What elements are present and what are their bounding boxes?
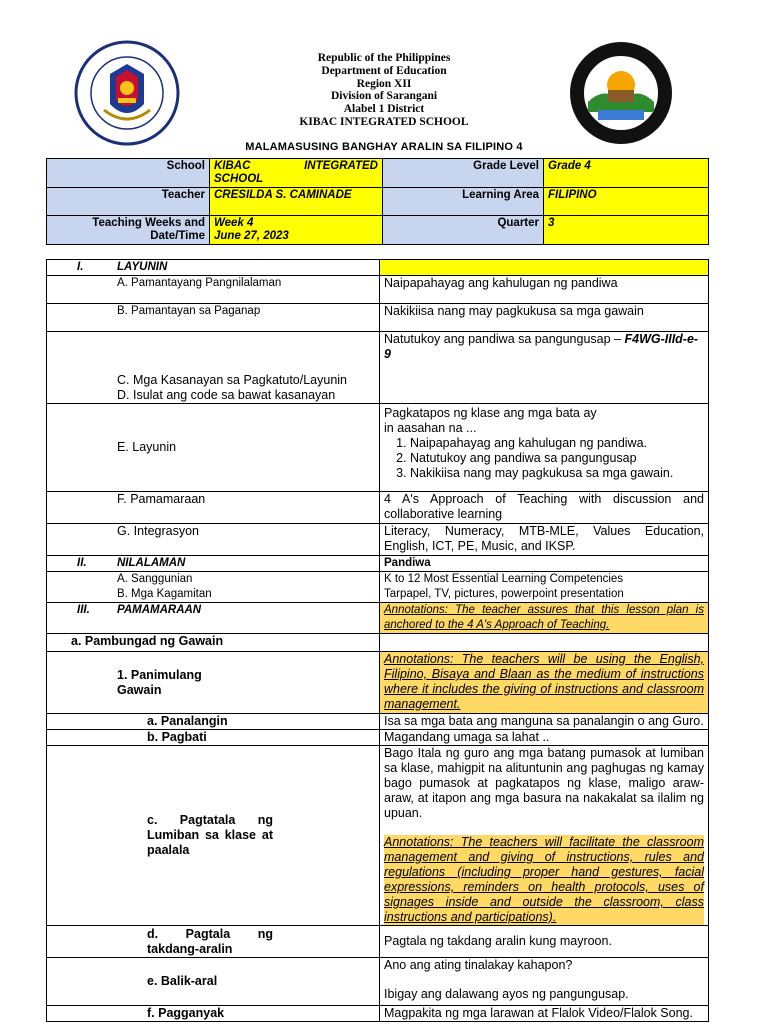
- objective-item: 2. Natutukoy ang pandiwa sa pangungusap: [410, 451, 704, 466]
- panalangin-value: Isa sa mga bata ang manguna sa panalangin o ang Guro.: [380, 714, 709, 730]
- teaching-weeks-label: Teaching Weeks and Date/Time: [47, 216, 210, 245]
- takdang-aralin-label: [47, 926, 380, 958]
- teacher-label: Teacher: [47, 188, 210, 216]
- pambungad-label: a. Pambungad ng Gawain: [47, 634, 380, 652]
- objective-item: 1. Naipapahayag ang kahulugan ng pandiwa.: [410, 436, 704, 451]
- balik-aral-label: e. Balik-aral: [47, 958, 380, 1006]
- layunin-a-label: A. Pamantayang Pangnilalaman: [47, 276, 380, 304]
- nilalaman-values: [380, 572, 709, 603]
- pagbati-label: b. Pagbati: [47, 730, 380, 746]
- section-number: I.: [77, 261, 84, 273]
- layunin-f-value: 4 A's Approach of Teaching with discussion and collaborative learning: [380, 492, 709, 524]
- layunin-b-value: Nakikiisa nang may pagkukusa sa mga gawain: [380, 304, 709, 332]
- letterhead-line: Alabel 1 District: [343, 103, 425, 116]
- layunin-c-label: C. Mga Kasanayan sa Pagkatuto/Layunin: [117, 373, 348, 387]
- grade-level-label: Grade Level: [383, 159, 544, 188]
- section-heading-layunin: [47, 260, 380, 276]
- layunin-d-label: D. Isulat ang code sa bawat kasanayan: [117, 388, 336, 402]
- panimulang-gawain-text: 1. Panimulang Gawain: [117, 667, 202, 697]
- layunin-f-label: F. Pamamaraan: [47, 492, 380, 524]
- pagganyak-value: Magpakita ng mga larawan at Flalok Video/Flalok Song.: [380, 1006, 709, 1022]
- panimulang-gawain-annotation: Annotations: The teachers will be using the English, Filipino, Bisaya and Blaan as the medium of instructions where it includes the giving of instructions and classroom management.: [380, 652, 709, 714]
- sanggunian-value: K to 12 Most Essential Learning Competencies: [384, 573, 624, 585]
- pagtatala-text-body: Bago Itala ng guro ang mga batang pumasok at lumiban sa klase, mahigpit na alituntunin ang paghugas ng kamay bago pumasok at pagkatapos ng klase, maligo araw-araw, at itapon ang mga basura na nakakalat sa ilalim ng upuan.: [384, 746, 704, 820]
- pagtatala-label: [47, 746, 380, 926]
- section-heading-pamamaraan: [47, 603, 380, 634]
- grade-level-value: Grade 4: [544, 159, 709, 188]
- kagamitan-value: Tarpapel, TV, pictures, powerpoint presentation: [384, 588, 624, 600]
- panalangin-label: a. Panalangin: [47, 714, 380, 730]
- balik-aral-value: [380, 958, 709, 1006]
- layunin-e-label: E. Layunin: [47, 404, 380, 492]
- date-value: June 27, 2023: [214, 230, 289, 242]
- pambungad-value: [380, 634, 709, 652]
- layunin-e-value: [380, 404, 709, 492]
- layunin-cd-value: [380, 332, 709, 404]
- pagganyak-label: f. Pagganyak: [47, 1006, 380, 1022]
- letterhead: [0, 52, 768, 129]
- layunin-a-value: Naipapahayag ang kahulugan ng pandiwa: [380, 276, 709, 304]
- balik-aral-instruction: Ibigay ang dalawang ayos ng pangungusap.: [384, 987, 629, 1001]
- lesson-plan-table: [46, 259, 709, 1022]
- lesson-info-table: [46, 158, 709, 245]
- school-value: KIBAC INTEGRATED SCHOOL: [210, 159, 383, 188]
- letterhead-line: Department of Education: [321, 64, 447, 77]
- layunin-cd-labels: [47, 332, 380, 404]
- section-heading-fill: [380, 260, 709, 276]
- letterhead-line: KIBAC INTEGRATED SCHOOL: [299, 115, 469, 128]
- objectives-intro: Pagkatapos ng klase ang mga bata ay in aasahan na ...: [384, 406, 597, 435]
- pagtatala-text: c. Pagtatala ng Lumiban sa klase at paalala: [147, 813, 273, 857]
- learning-area-label: Learning Area: [383, 188, 544, 216]
- teaching-weeks-value: [210, 216, 383, 245]
- takdang-aralin-value: Pagtala ng takdang aralin kung mayroon.: [380, 926, 709, 958]
- layunin-b-label: B. Pamantayan sa Paganap: [47, 304, 380, 332]
- document-title: MALAMASUSING BANGHAY ARALIN SA FILIPINO 4: [245, 141, 523, 153]
- nilalaman-labels: [47, 572, 380, 603]
- section-heading-nilalaman: [47, 556, 380, 572]
- balik-aral-question: Ano ang ating tinalakay kahapon?: [384, 958, 573, 972]
- learning-area-value: FILIPINO: [544, 188, 709, 216]
- layunin-g-value: Literacy, Numeracy, MTB-MLE, Values Education, English, ICT, PE, Music, and IKSP.: [380, 524, 709, 556]
- quarter-value: 3: [544, 216, 709, 245]
- pagtatala-value: [380, 746, 709, 926]
- competency-code: F4WG-IIId-e-9: [384, 332, 699, 361]
- takdang-aralin-text: d. Pagtala ng takdang-aralin: [147, 926, 273, 956]
- week-value: Week 4: [214, 217, 254, 229]
- teacher-value: CRESILDA S. CAMINADE: [210, 188, 383, 216]
- section-number: II.: [77, 557, 87, 569]
- section-number: III.: [77, 604, 90, 616]
- pamamaraan-annotation: Annotations: The teacher assures that this lesson plan is anchored to the 4 A's Approach of Teaching.: [380, 603, 709, 634]
- layunin-g-label: G. Integrasyon: [47, 524, 380, 556]
- panimulang-gawain-label: [47, 652, 380, 714]
- kagamitan-label: B. Mga Kagamitan: [117, 588, 212, 600]
- section-title: NILALAMAN: [117, 557, 186, 569]
- letterhead-line: Division of Sarangani: [330, 90, 438, 103]
- competency-text: Natutukoy ang pandiwa sa pangungusap –: [384, 332, 621, 346]
- school-label: School: [47, 159, 210, 188]
- objectives-list: [384, 436, 704, 481]
- objective-item: 3. Nakikiisa nang may pagkukusa sa mga gawain.: [410, 466, 704, 481]
- pagtatala-annotation: Annotations: The teachers will facilitate the classroom management and giving of instructions, rules and regulations (including proper hand gestures, facial expressions, reminders on health protocols, uses of signages inside and outside the classroom, class instructions and participations).: [384, 835, 704, 924]
- nilalaman-value: Pandiwa: [380, 556, 709, 572]
- section-title: PAMAMARAAN: [117, 604, 202, 616]
- quarter-label: Quarter: [383, 216, 544, 245]
- letterhead-line: Region XII: [356, 77, 412, 90]
- pagbati-value: Magandang umaga sa lahat ..: [380, 730, 709, 746]
- letterhead-line: Republic of the Philippines: [317, 52, 451, 64]
- section-title: LAYUNIN: [117, 261, 168, 273]
- sanggunian-label: A. Sanggunian: [117, 573, 193, 585]
